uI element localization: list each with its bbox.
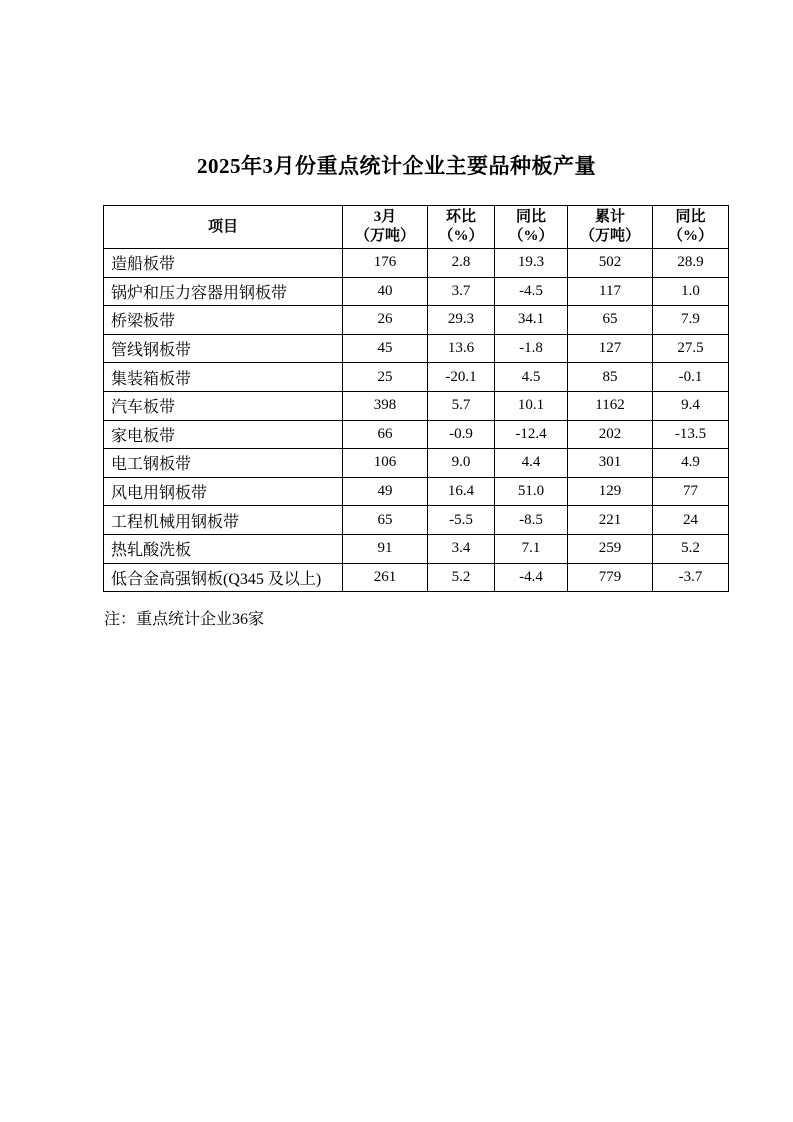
header-unit: （%） bbox=[438, 228, 484, 244]
item-name-cell: 家电板带 bbox=[104, 420, 343, 449]
value-cell: 502 bbox=[568, 249, 653, 278]
value-cell: 45 bbox=[343, 334, 428, 363]
header-unit: （万吨） bbox=[579, 228, 640, 244]
value-cell: 202 bbox=[568, 420, 653, 449]
value-cell: 9.0 bbox=[428, 449, 495, 478]
value-cell: 10.1 bbox=[495, 391, 568, 420]
header-label: 环比 bbox=[445, 209, 476, 225]
item-name-cell: 管线钢板带 bbox=[104, 334, 343, 363]
value-cell: 2.8 bbox=[428, 249, 495, 278]
value-cell: -13.5 bbox=[653, 420, 729, 449]
item-name-cell: 汽车板带 bbox=[104, 391, 343, 420]
value-cell: 65 bbox=[343, 506, 428, 535]
item-name-cell: 桥梁板带 bbox=[104, 306, 343, 335]
table-row bbox=[104, 534, 729, 563]
value-cell: 34.1 bbox=[495, 306, 568, 335]
value-cell: 40 bbox=[343, 277, 428, 306]
value-cell: 16.4 bbox=[428, 477, 495, 506]
value-cell: 29.3 bbox=[428, 306, 495, 335]
item-name-cell: 低合金高强钢板(Q345 及以上) bbox=[104, 563, 343, 592]
table-row bbox=[104, 249, 729, 278]
value-cell: -20.1 bbox=[428, 363, 495, 392]
value-cell: 129 bbox=[568, 477, 653, 506]
item-name-cell: 造船板带 bbox=[104, 249, 343, 278]
table-row bbox=[104, 391, 729, 420]
table-row bbox=[104, 363, 729, 392]
header-label: 项目 bbox=[207, 218, 238, 235]
value-cell: 1.0 bbox=[653, 277, 729, 306]
header-row bbox=[104, 206, 729, 249]
table-row bbox=[104, 277, 729, 306]
value-cell: 26 bbox=[343, 306, 428, 335]
header-cell-item bbox=[104, 206, 343, 249]
header-label: 累计 bbox=[594, 209, 625, 225]
value-cell: 779 bbox=[568, 563, 653, 592]
table-row bbox=[104, 334, 729, 363]
value-cell: 221 bbox=[568, 506, 653, 535]
header-cell-mom bbox=[428, 206, 495, 249]
value-cell: 5.2 bbox=[428, 563, 495, 592]
value-cell: 19.3 bbox=[495, 249, 568, 278]
header-label: 同比 bbox=[515, 209, 546, 225]
value-cell: -5.5 bbox=[428, 506, 495, 535]
value-cell: -12.4 bbox=[495, 420, 568, 449]
header-label: 3月 bbox=[373, 209, 397, 225]
table-body bbox=[104, 249, 729, 592]
value-cell: 27.5 bbox=[653, 334, 729, 363]
value-cell: 49 bbox=[343, 477, 428, 506]
value-cell: 91 bbox=[343, 534, 428, 563]
value-cell: 7.9 bbox=[653, 306, 729, 335]
footnote: 注：重点统计企业36家 bbox=[104, 611, 265, 628]
table-row bbox=[104, 563, 729, 592]
value-cell: -3.7 bbox=[653, 563, 729, 592]
value-cell: -8.5 bbox=[495, 506, 568, 535]
value-cell: 24 bbox=[653, 506, 729, 535]
value-cell: 1162 bbox=[568, 391, 653, 420]
table-row bbox=[104, 420, 729, 449]
value-cell: 4.5 bbox=[495, 363, 568, 392]
table-row bbox=[104, 506, 729, 535]
value-cell: 176 bbox=[343, 249, 428, 278]
value-cell: 398 bbox=[343, 391, 428, 420]
value-cell: 85 bbox=[568, 363, 653, 392]
item-name-cell: 电工钢板带 bbox=[104, 449, 343, 478]
value-cell: 25 bbox=[343, 363, 428, 392]
item-name-cell: 集装箱板带 bbox=[104, 363, 343, 392]
value-cell: 65 bbox=[568, 306, 653, 335]
value-cell: 66 bbox=[343, 420, 428, 449]
value-cell: 13.6 bbox=[428, 334, 495, 363]
value-cell: 51.0 bbox=[495, 477, 568, 506]
item-name-cell: 风电用钢板带 bbox=[104, 477, 343, 506]
header-unit: （万吨） bbox=[354, 228, 415, 244]
value-cell: 106 bbox=[343, 449, 428, 478]
value-cell: 261 bbox=[343, 563, 428, 592]
header-cell-cumulative-yoy bbox=[653, 206, 729, 249]
value-cell: 117 bbox=[568, 277, 653, 306]
value-cell: 3.4 bbox=[428, 534, 495, 563]
value-cell: 127 bbox=[568, 334, 653, 363]
table-row bbox=[104, 306, 729, 335]
table-row bbox=[104, 449, 729, 478]
value-cell: 4.4 bbox=[495, 449, 568, 478]
header-unit: （%） bbox=[508, 228, 554, 244]
value-cell: 3.7 bbox=[428, 277, 495, 306]
page-title: 2025年3月份重点统计企业主要品种板产量 bbox=[197, 154, 596, 178]
value-cell: 9.4 bbox=[653, 391, 729, 420]
value-cell: 7.1 bbox=[495, 534, 568, 563]
header-label: 同比 bbox=[675, 209, 706, 225]
item-name-cell: 工程机械用钢板带 bbox=[104, 506, 343, 535]
value-cell: 28.9 bbox=[653, 249, 729, 278]
header-unit: （%） bbox=[667, 228, 713, 244]
value-cell: -0.1 bbox=[653, 363, 729, 392]
value-cell: -1.8 bbox=[495, 334, 568, 363]
value-cell: -4.4 bbox=[495, 563, 568, 592]
item-name-cell: 锅炉和压力容器用钢板带 bbox=[104, 277, 343, 306]
value-cell: 301 bbox=[568, 449, 653, 478]
table-header bbox=[104, 206, 729, 249]
table-row bbox=[104, 477, 729, 506]
value-cell: 5.7 bbox=[428, 391, 495, 420]
value-cell: -4.5 bbox=[495, 277, 568, 306]
value-cell: 4.9 bbox=[653, 449, 729, 478]
value-cell: -0.9 bbox=[428, 420, 495, 449]
value-cell: 77 bbox=[653, 477, 729, 506]
production-table bbox=[103, 205, 729, 592]
header-cell-month bbox=[343, 206, 428, 249]
value-cell: 259 bbox=[568, 534, 653, 563]
value-cell: 5.2 bbox=[653, 534, 729, 563]
header-cell-cumulative bbox=[568, 206, 653, 249]
header-cell-yoy bbox=[495, 206, 568, 249]
item-name-cell: 热轧酸洗板 bbox=[104, 534, 343, 563]
